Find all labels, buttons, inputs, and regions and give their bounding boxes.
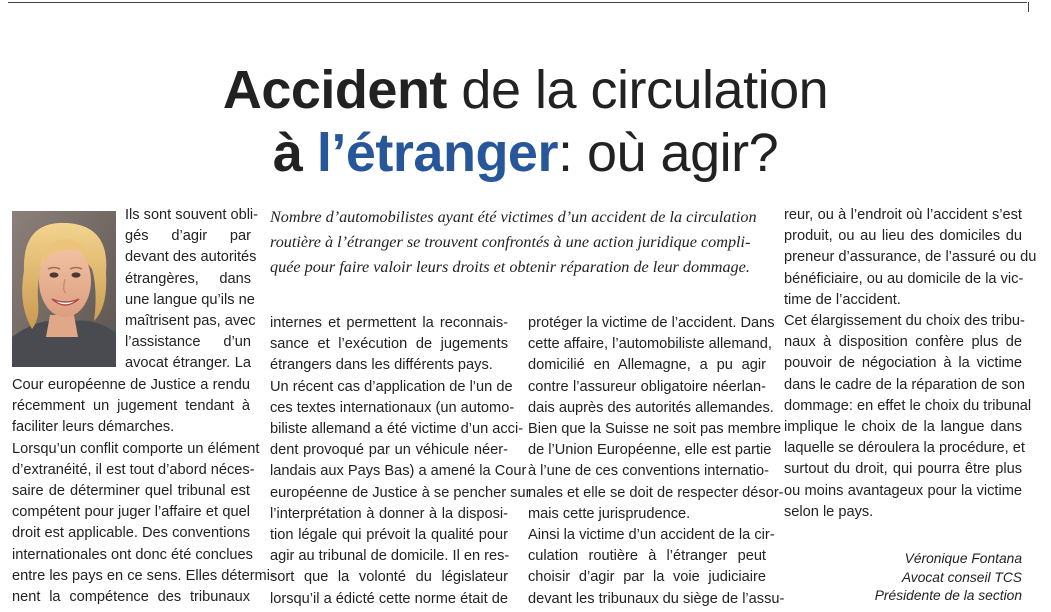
text-line: internationales ont donc été conclues [12,546,253,563]
text-line: saire de déterminer quel tribunal est [12,483,250,500]
author-name: Véronique Fontana [904,551,1022,566]
text-line: Lorsqu’un conflit comporte un élément [12,440,260,457]
text-line: nales et elle se doit de respecter désor- [528,484,784,501]
text-line: landais aux Pays Bas) a amené la Cour [270,463,527,480]
text-line: Cour européenne de Justice a rendu [12,377,250,393]
corner-rule [1028,2,1029,12]
text-line: Ainsi la victime d’un accident de la cir- [528,527,775,544]
text-line: dans le cadre de la réparation de son [784,376,1025,393]
text-line: contre l’assureur obligatoire néerlan- [528,378,766,395]
text-line: étrangères, dans [125,270,251,287]
headline-line-2 [0,121,1051,185]
top-rule [8,2,1027,3]
text-line: avocat étranger. La [125,355,251,372]
text-line: sance et l’exécution de jugements [270,336,508,353]
text-line: devant les tribunaux du siège de l’assu- [528,590,785,607]
author-portrait-photo [12,211,116,367]
text-line: droit est applicable. Des conventions [12,525,250,542]
headline-line-1 [0,58,1051,122]
text-line: selon le pays. [784,503,874,520]
column-4 [784,205,1037,523]
text-line: reur, ou à l’endroit où l’accident s’est [784,207,1022,223]
text-line: implique le choix de la langue dans [784,419,1022,436]
column-1-bottom [12,375,275,608]
text-line: culation routière à l’étranger peut [528,548,766,565]
text-line: Bien que la Suisse ne soit pas membre [528,421,782,438]
author-role: Avocat conseil TCS [901,569,1022,585]
text-line: ou moins avantageux pour la victime [784,482,1022,499]
text-line: nent la compétence des tribunaux [12,589,250,606]
column-2 [270,313,531,610]
headline-prefix: à [272,123,317,183]
text-line: mais cette jurisprudence. [528,505,691,522]
author-signature [780,550,1022,606]
column-1-top [125,205,259,375]
text-line: étrangers dans les différents pays. [270,357,493,374]
headline-bold-word: Accident [222,60,447,120]
text-line: dent provoqué par un véhicule néer- [270,442,508,459]
text-line: protéger la victime de l’accident. Dans [528,315,775,331]
text-line: internes et permettent la reconnais- [270,315,508,331]
text-line: entre les pays en ce sens. Elles détermi- [12,567,275,584]
author-role: Présidente de la section [874,588,1022,603]
lede-line: routière à l’étranger se trouvent confrontés à une action juridique compli- [270,232,751,251]
lede-line: quée pour faire valoir leurs droits et obtenir réparation de leur dommage. [270,257,750,276]
text-line: européenne de Justice à se pencher sur [270,484,531,501]
text-line: pouvoir de négociation à la victime [784,355,1022,372]
text-line: une langue qu’ils ne [125,291,255,308]
text-line: l’interprétation à donner à la disposi- [270,505,508,522]
text-line: compétent pour juger l’affaire et quel [12,504,250,521]
headline-rest-2: : où agir? [557,123,779,183]
text-line: agir au tribunal de domicile. Il en res- [270,548,510,565]
text-line: récemment un jugement tendant à [12,398,250,415]
text-line: Un récent cas d’application de l’un de [270,378,513,395]
text-line: de l’Union Européenne, elle est partie [528,442,772,459]
text-line: lorsqu’il a édicté cette norme était de [270,590,508,607]
text-line: surtout du droit, qui pourra être plus [784,461,1022,478]
text-line: preneur d’assurance, de l’assuré ou du [784,249,1037,266]
text-line: bénéficiaire, ou au domicile de la vic- [784,270,1024,287]
text-line: sort que la volonté du législateur [270,569,508,586]
lede-line: Nombre d’automobilistes ayant été victimes d’un accident de la circulation [270,208,757,226]
text-line: laquelle se déroulera la procédure, et [784,440,1025,457]
text-line: naux à disposition confère plus de [784,334,1022,351]
text-line: ces textes internationaux (un automo- [270,399,515,416]
text-line: dais auprès des autorités allemandes. [528,399,774,416]
text-line: produit, ou au lieu des domiciles du [784,228,1022,245]
text-line: choisir d’agir par la voie judiciaire [528,569,766,586]
text-line: devant des autorités [125,249,257,266]
text-line: l’assistance d’un [125,334,251,351]
text-line: domicilié en Allemagne, a pu agir [528,357,766,374]
text-line: gés d’agir par [125,228,251,245]
text-line: maîtrisent pas, avec [125,313,256,330]
text-line: Cet élargissement du choix des tribu- [784,313,1025,330]
headline-rest-1: de la circulation [446,60,829,120]
text-line: time de l’accident. [784,291,901,308]
text-line: d’extranéité, il est tout d’abord néces- [12,461,255,478]
headline-blue-word: l’étranger [316,123,558,183]
text-line: dommage: en effet le choix du tribunal [784,397,1032,414]
lede-paragraph [270,205,770,279]
text-line: cette affaire, l’automobiliste allemand, [528,336,772,353]
text-line: biliste allemand a été victime d’un acci- [270,421,524,438]
column-3 [528,313,785,610]
text-line: Ils sont souvent obli- [125,207,259,223]
text-line: faciliter leurs démarches. [12,419,175,436]
text-line: à l’une de ces conventions internatio- [528,463,769,480]
text-line: tion légale qui prévoit la qualité pour [270,527,508,544]
